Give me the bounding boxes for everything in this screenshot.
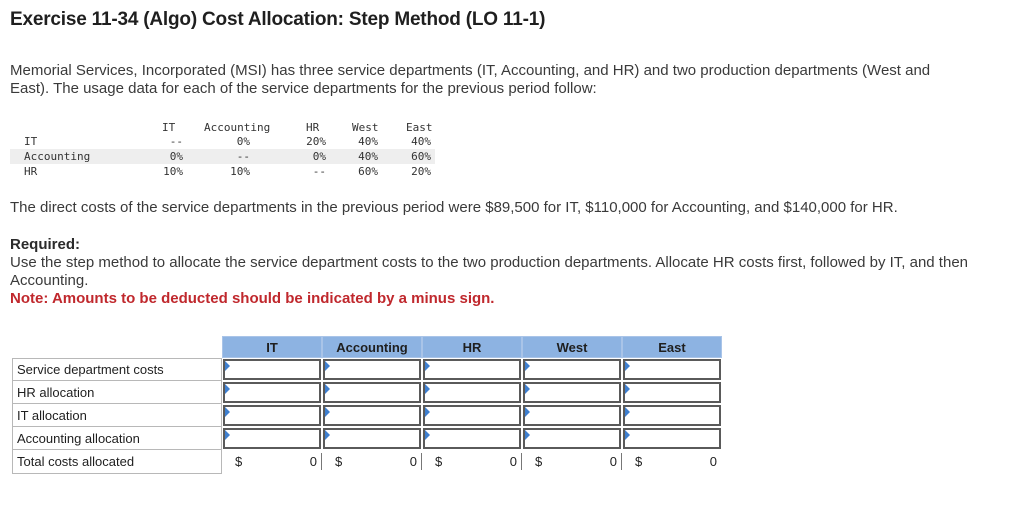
total-hr	[423, 451, 521, 472]
total-value: 0	[709, 454, 717, 469]
currency-symbol: $	[435, 454, 443, 469]
usage-col-east: East	[406, 121, 433, 134]
required-text: Use the step method to allocate the service department costs to the two production departments. Allocate HR costs first, followed by IT, and then Accounting.	[10, 254, 969, 289]
usage-row-accounting	[10, 149, 435, 164]
total-value: 0	[309, 454, 317, 469]
input-marker-icon	[325, 361, 330, 371]
total-value: 0	[609, 454, 617, 469]
input-service-it[interactable]	[223, 359, 321, 380]
input-marker-icon	[525, 361, 530, 371]
input-marker-icon	[425, 361, 430, 371]
input-acct-alloc-hr[interactable]	[423, 428, 521, 449]
usage-value: 0%	[312, 150, 326, 163]
input-marker-icon	[225, 384, 230, 394]
currency-symbol: $	[635, 454, 643, 469]
usage-row-hr	[10, 164, 435, 179]
input-it-alloc-east[interactable]	[623, 405, 721, 426]
usage-value: --	[169, 135, 183, 148]
input-acct-alloc-east[interactable]	[623, 428, 721, 449]
required-heading: Required:	[10, 236, 81, 253]
input-acct-alloc-west[interactable]	[523, 428, 621, 449]
page-title: Exercise 11-34 (Algo) Cost Allocation: Step Method (LO 11-1)	[10, 9, 546, 30]
input-hr-alloc-hr[interactable]	[423, 382, 521, 403]
usage-value: 40%	[411, 135, 431, 148]
currency-symbol: $	[335, 454, 343, 469]
currency-symbol: $	[535, 454, 543, 469]
input-marker-icon	[425, 407, 430, 417]
col-header-east: East	[622, 336, 722, 358]
usage-row-label: Accounting	[24, 150, 91, 163]
divider	[321, 453, 322, 470]
total-east	[623, 451, 721, 472]
usage-value: 20%	[411, 165, 431, 178]
input-service-hr[interactable]	[423, 359, 521, 380]
total-value: 0	[409, 454, 417, 469]
input-marker-icon	[525, 407, 530, 417]
row-label-it-allocation: IT allocation	[12, 404, 222, 427]
input-marker-icon	[325, 407, 330, 417]
currency-symbol: $	[235, 454, 243, 469]
usage-value: 10%	[230, 165, 250, 178]
input-acct-alloc-it[interactable]	[223, 428, 321, 449]
usage-value: 60%	[358, 165, 378, 178]
usage-col-west: West	[352, 121, 379, 134]
input-it-alloc-accounting[interactable]	[323, 405, 421, 426]
input-hr-alloc-accounting[interactable]	[323, 382, 421, 403]
usage-value: --	[312, 165, 326, 178]
input-marker-icon	[325, 430, 330, 440]
input-marker-icon	[425, 384, 430, 394]
input-marker-icon	[225, 407, 230, 417]
input-hr-alloc-west[interactable]	[523, 382, 621, 403]
usage-value: --	[236, 150, 250, 163]
usage-value: 0%	[236, 135, 250, 148]
input-marker-icon	[625, 407, 630, 417]
total-it	[223, 451, 321, 472]
col-header-hr: HR	[422, 336, 522, 358]
usage-table	[10, 120, 435, 179]
col-header-west: West	[522, 336, 622, 358]
usage-col-accounting: Accounting	[204, 121, 271, 134]
intro-paragraph: Memorial Services, Incorporated (MSI) has three service departments (IT, Accounting, and HR) and two production departments (West and East). The usage data for each of the service departments for the previous period follow:	[10, 62, 931, 97]
input-hr-alloc-east[interactable]	[623, 382, 721, 403]
input-marker-icon	[625, 361, 630, 371]
input-marker-icon	[325, 384, 330, 394]
divider	[621, 453, 622, 470]
input-hr-alloc-it[interactable]	[223, 382, 321, 403]
divider	[421, 453, 422, 470]
input-marker-icon	[225, 361, 230, 371]
input-it-alloc-hr[interactable]	[423, 405, 521, 426]
usage-value: 0%	[169, 150, 183, 163]
input-service-west[interactable]	[523, 359, 621, 380]
input-it-alloc-west[interactable]	[523, 405, 621, 426]
usage-value: 60%	[411, 150, 431, 163]
usage-row-it	[10, 134, 435, 149]
usage-header-row	[10, 120, 435, 134]
divider	[521, 453, 522, 470]
input-it-alloc-it[interactable]	[223, 405, 321, 426]
total-west	[523, 451, 621, 472]
input-marker-icon	[625, 384, 630, 394]
row-label-hr-allocation: HR allocation	[12, 381, 222, 404]
usage-value: 40%	[358, 135, 378, 148]
total-accounting	[323, 451, 421, 472]
usage-row-label: HR	[24, 165, 38, 178]
input-marker-icon	[625, 430, 630, 440]
row-label-total: Total costs allocated	[17, 454, 135, 469]
row-label-service-costs: Service department costs	[12, 358, 222, 381]
usage-col-it: IT	[162, 121, 176, 134]
col-header-it: IT	[222, 336, 322, 358]
input-service-accounting[interactable]	[323, 359, 421, 380]
usage-row-label: IT	[24, 135, 38, 148]
note-text: Note: Amounts to be deducted should be indicated by a minus sign.	[10, 290, 495, 307]
input-marker-icon	[225, 430, 230, 440]
row-label-accounting-allocation: Accounting allocation	[12, 427, 222, 450]
col-header-accounting: Accounting	[322, 336, 422, 358]
usage-value: 20%	[306, 135, 326, 148]
usage-value: 40%	[358, 150, 378, 163]
input-acct-alloc-accounting[interactable]	[323, 428, 421, 449]
total-value: 0	[509, 454, 517, 469]
input-marker-icon	[525, 384, 530, 394]
usage-col-hr: HR	[306, 121, 320, 134]
direct-costs-text: The direct costs of the service departments in the previous period were $89,500 for IT, $110,000 for Accounting, and $140,000 for HR.	[10, 199, 898, 216]
usage-value: 10%	[163, 165, 183, 178]
input-service-east[interactable]	[623, 359, 721, 380]
input-marker-icon	[425, 430, 430, 440]
input-marker-icon	[525, 430, 530, 440]
